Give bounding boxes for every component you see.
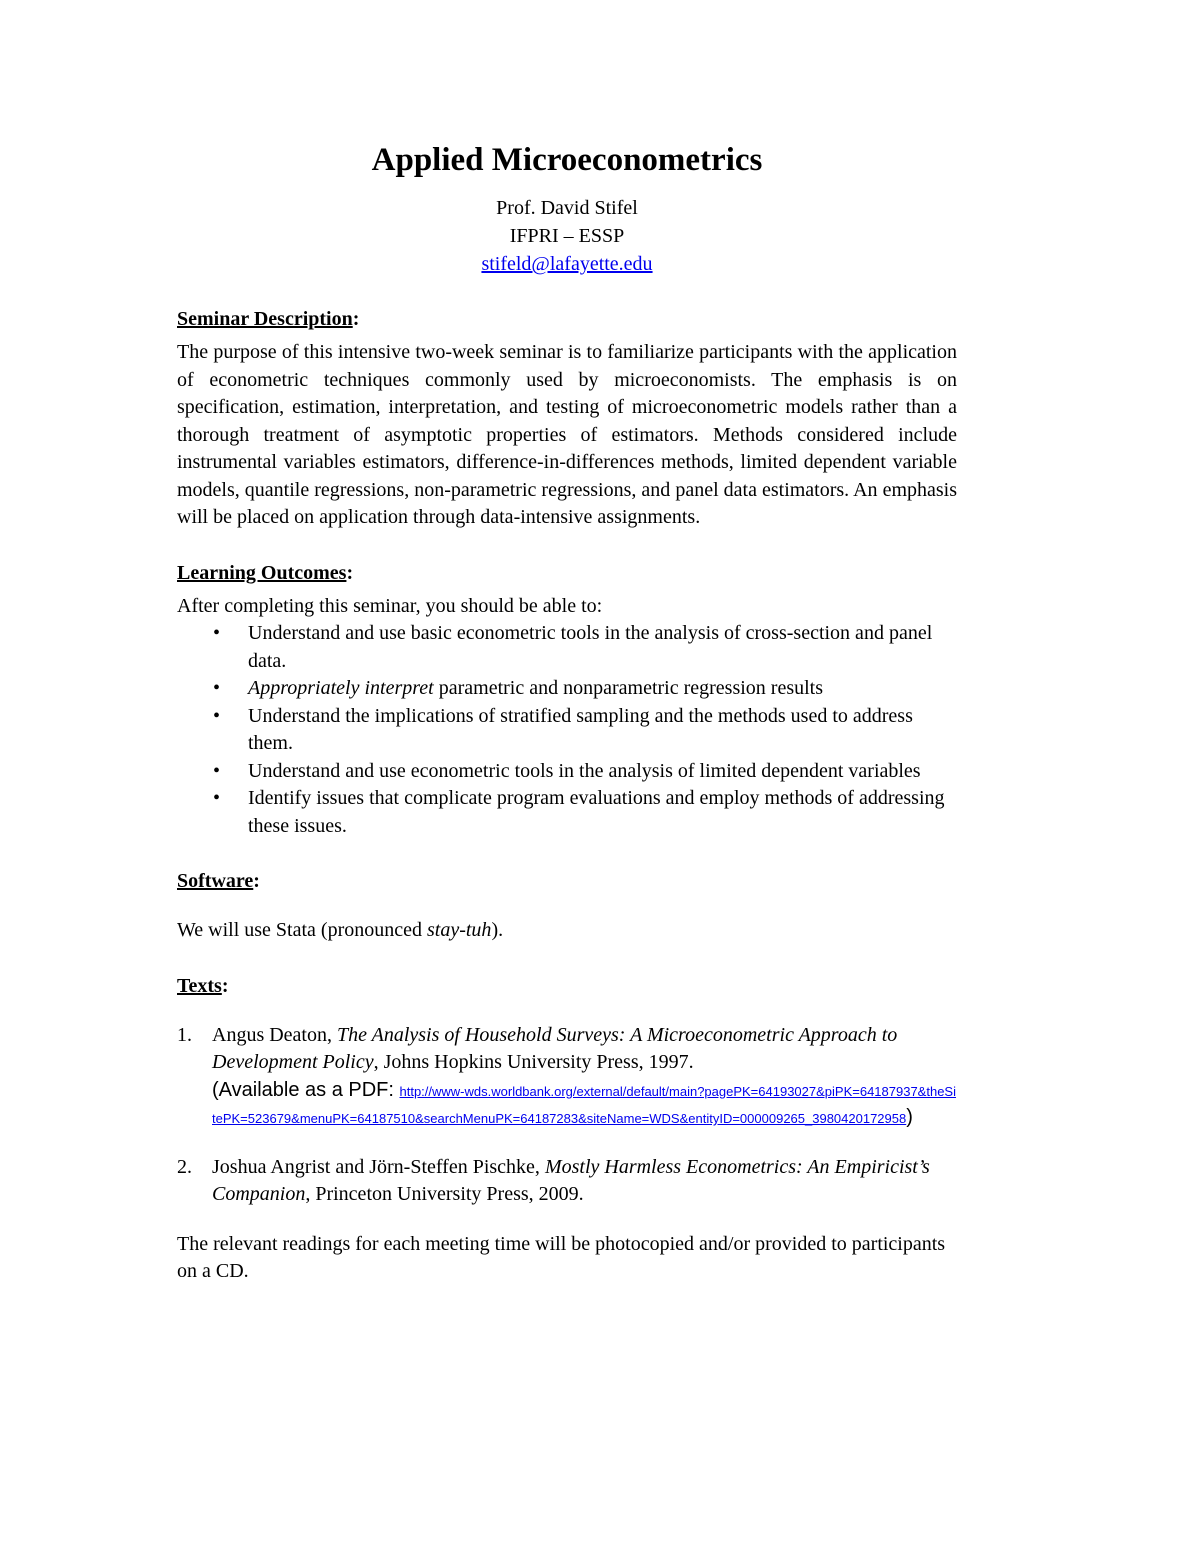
email-line	[177, 250, 957, 278]
bullet-icon: •	[213, 759, 221, 782]
list-item: • Understand the implications of stratified sampling and the methods used to address them.	[213, 704, 913, 754]
texts-heading: Texts:	[177, 974, 229, 997]
document-title: Applied Microeconometrics	[371, 142, 763, 178]
bullet-icon: •	[213, 677, 221, 699]
pdf-link[interactable]: http://www-wds.worldbank.org/external/default/main?pagePK=64193027&piPK=64187937&theSitePK=523679&menuPK=64187510&searchMenuPK=64187283&siteName=WDS&entityID=000009265_3980420172958	[212, 1083, 956, 1126]
instructor-name: Prof. David Stifel	[496, 197, 638, 219]
texts-list	[177, 1022, 957, 1209]
syllabus-page	[177, 138, 957, 1286]
texts-closing: The relevant readings for each meeting time will be photocopied and/or provided to participants on a CD.	[177, 1232, 946, 1282]
email-link[interactable]: stifeld@lafayette.edu	[481, 253, 653, 275]
list-item: • Understand and use basic econometric tools in the analysis of cross-section and panel data.	[213, 622, 933, 672]
bullet-icon: •	[213, 704, 221, 727]
list-item: 2. Joshua Angrist and Jörn-Steffen Pischke, Mostly Harmless Econometrics: An Empiricist’s Companion, Princeton University Press, 2009.	[177, 1155, 930, 1205]
list-item: • Understand and use econometric tools in the analysis of limited dependent variables	[177, 758, 948, 786]
software-text: We will use Stata (pronounced stay-tuh).	[177, 919, 504, 941]
list-item: • Identify issues that complicate program evaluations and employ methods of addressing these issues.	[213, 787, 945, 837]
learning-outcomes-list	[177, 620, 957, 840]
seminar-description-text: The purpose of this intensive two-week seminar is to familiarize participants with the application of econometric techniques commonly used by microeconomists. The emphasis is on specification, estimation, interpretation, and testing of microeconometric models rather than a thorough treatment of asymptotic properties of estimators. Methods considered include instrumental variables estimators, difference-in-differences methods, limited dependent variable models, quantile regressions, non-parametric regressions, and panel data estimators. An emphasis will be placed on application through data-intensive assignments.	[177, 341, 957, 528]
bullet-icon: •	[213, 622, 221, 644]
learning-outcomes-intro: After completing this seminar, you should be able to:	[177, 594, 603, 617]
learning-outcomes-heading: Learning Outcomes:	[177, 561, 354, 584]
bullet-icon: •	[213, 787, 221, 809]
affiliation: IFPRI – ESSP	[509, 225, 625, 247]
list-item: 1. Angus Deaton, The Analysis of Household Surveys: A Microeconometric Approach to Development Policy, Johns Hopkins University Press, 1997. (Available as a PDF: http://www-wds.worldbank.org/external/default/main?pagePK=64193027&piPK=64187937&theSitePK=523679&menuPK=64187510&searchMenuPK=64187283&siteName=WDS&entityID=000009265_3980420172958)	[177, 1023, 956, 1128]
software-heading: Software:	[177, 870, 260, 892]
seminar-description-heading: Seminar Description:	[177, 308, 360, 330]
list-item: • Appropriately interpret parametric and nonparametric regression results	[177, 675, 948, 703]
